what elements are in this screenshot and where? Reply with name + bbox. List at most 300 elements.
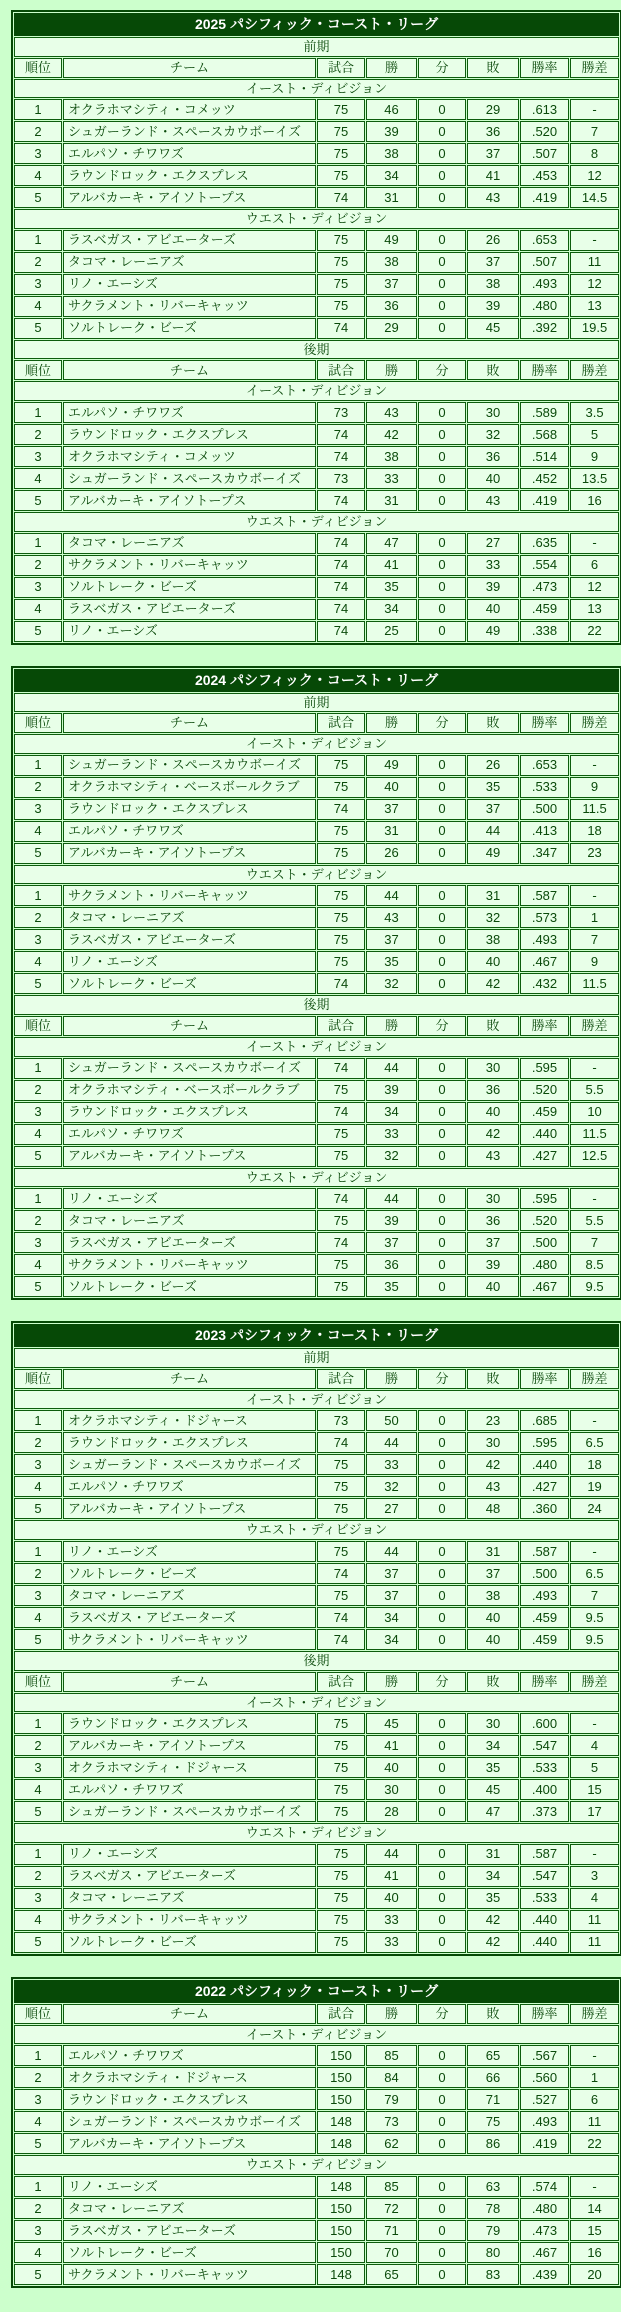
team-cell: エルパソ・チワワズ (63, 1476, 316, 1497)
rank-cell: 2 (14, 1866, 62, 1887)
team-cell: タコマ・レーニアズ (63, 533, 316, 554)
pct-cell: .595 (520, 1058, 569, 1079)
wins-cell: 40 (366, 777, 417, 798)
wins-cell: 71 (366, 2220, 417, 2241)
games-cell: 74 (317, 1188, 365, 1209)
rank-cell: 3 (14, 274, 62, 295)
rank-cell: 3 (14, 1232, 62, 1253)
games-cell: 75 (317, 1210, 365, 1231)
draws-cell: 0 (418, 1080, 466, 1101)
games-cell: 75 (317, 274, 365, 295)
draws-cell: 0 (418, 1432, 466, 1453)
team-cell: リノ・エーシズ (63, 1844, 316, 1865)
rank-cell: 1 (14, 885, 62, 906)
wins-cell: 32 (366, 1146, 417, 1167)
gb-cell: - (570, 885, 619, 906)
wins-cell: 32 (366, 1476, 417, 1497)
column-header: 分 (418, 2004, 466, 2024)
pct-cell: .595 (520, 1188, 569, 1209)
games-cell: 75 (317, 1254, 365, 1275)
games-cell: 75 (317, 1080, 365, 1101)
team-cell: サクラメント・リバーキャッツ (63, 1629, 316, 1650)
column-header: 勝 (366, 2004, 417, 2024)
losses-cell: 34 (467, 1735, 519, 1756)
rank-cell: 2 (14, 1210, 62, 1231)
pct-cell: .459 (520, 1607, 569, 1628)
gb-cell: 6 (570, 555, 619, 576)
rank-cell: 1 (14, 755, 62, 776)
half-label-row (14, 340, 619, 360)
games-cell: 75 (317, 99, 365, 120)
gb-cell: - (570, 2176, 619, 2197)
losses-cell: 40 (467, 599, 519, 620)
column-header: 勝 (366, 713, 417, 733)
team-row (14, 1910, 619, 1931)
wins-cell: 43 (366, 402, 417, 423)
losses-cell: 31 (467, 885, 519, 906)
games-cell: 73 (317, 1410, 365, 1431)
wins-cell: 29 (366, 318, 417, 339)
wins-cell: 37 (366, 1563, 417, 1584)
wins-cell: 72 (366, 2198, 417, 2219)
games-cell: 75 (317, 821, 365, 842)
losses-cell: 41 (467, 165, 519, 186)
gb-cell: 11 (570, 252, 619, 273)
draws-cell: 0 (418, 1102, 466, 1123)
team-cell: タコマ・レーニアズ (63, 907, 316, 928)
pct-cell: .338 (520, 621, 569, 642)
draws-cell: 0 (418, 555, 466, 576)
division-label-row (14, 1693, 619, 1713)
losses-cell: 39 (467, 1254, 519, 1275)
draws-cell: 0 (418, 318, 466, 339)
draws-cell: 0 (418, 621, 466, 642)
games-cell: 75 (317, 1541, 365, 1562)
rank-cell: 1 (14, 402, 62, 423)
team-row (14, 1607, 619, 1628)
rank-cell: 4 (14, 1124, 62, 1145)
column-header: 試合 (317, 2004, 365, 2024)
gb-cell: 11 (570, 2111, 619, 2132)
team-cell: リノ・エーシズ (63, 1541, 316, 1562)
column-header: 勝 (366, 360, 417, 380)
losses-cell: 37 (467, 143, 519, 164)
losses-cell: 45 (467, 1779, 519, 1800)
pct-cell: .500 (520, 1563, 569, 1584)
losses-cell: 43 (467, 1476, 519, 1497)
rank-cell: 2 (14, 777, 62, 798)
losses-cell: 39 (467, 296, 519, 317)
wins-cell: 65 (366, 2264, 417, 2285)
pct-cell: .533 (520, 777, 569, 798)
division-label: イースト・ディビジョン (14, 1037, 619, 1057)
team-cell: リノ・エーシズ (63, 621, 316, 642)
team-row (14, 1713, 619, 1734)
draws-cell: 0 (418, 907, 466, 928)
wins-cell: 33 (366, 1932, 417, 1953)
team-row (14, 1844, 619, 1865)
losses-cell: 36 (467, 446, 519, 467)
team-row (14, 843, 619, 864)
gb-cell: 19.5 (570, 318, 619, 339)
division-label-row (14, 1037, 619, 1057)
gb-cell: - (570, 1058, 619, 1079)
column-header: 敗 (467, 713, 519, 733)
wins-cell: 33 (366, 1124, 417, 1145)
column-header: 勝差 (570, 713, 619, 733)
games-cell: 148 (317, 2133, 365, 2154)
losses-cell: 36 (467, 1080, 519, 1101)
games-cell: 75 (317, 1454, 365, 1475)
wins-cell: 44 (366, 1844, 417, 1865)
pct-cell: .473 (520, 2220, 569, 2241)
team-row (14, 1080, 619, 1101)
games-cell: 74 (317, 446, 365, 467)
gb-cell: 3.5 (570, 402, 619, 423)
table-title: 2023 パシフィック・コースト・リーグ (14, 1324, 619, 1347)
games-cell: 75 (317, 1713, 365, 1734)
team-row (14, 1498, 619, 1519)
rank-cell: 3 (14, 1757, 62, 1778)
wins-cell: 47 (366, 533, 417, 554)
rank-cell: 2 (14, 2067, 62, 2088)
team-row (14, 2242, 619, 2263)
team-cell: オクラホマシティ・ドジャース (63, 1410, 316, 1431)
rank-cell: 4 (14, 1476, 62, 1497)
gb-cell: 9 (570, 777, 619, 798)
wins-cell: 50 (366, 1410, 417, 1431)
draws-cell: 0 (418, 973, 466, 994)
losses-cell: 36 (467, 1210, 519, 1231)
team-row (14, 1254, 619, 1275)
games-cell: 74 (317, 621, 365, 642)
team-cell: タコマ・レーニアズ (63, 2198, 316, 2219)
pct-cell: .685 (520, 1410, 569, 1431)
team-row (14, 1801, 619, 1822)
losses-cell: 40 (467, 1629, 519, 1650)
team-row (14, 1629, 619, 1650)
wins-cell: 27 (366, 1498, 417, 1519)
column-header: 順位 (14, 2004, 62, 2024)
pct-cell: .613 (520, 99, 569, 120)
team-row (14, 621, 619, 642)
rank-cell: 1 (14, 99, 62, 120)
team-row (14, 1276, 619, 1297)
column-header: 試合 (317, 1016, 365, 1036)
draws-cell: 0 (418, 951, 466, 972)
losses-cell: 37 (467, 252, 519, 273)
column-header: 敗 (467, 1016, 519, 1036)
pct-cell: .440 (520, 1454, 569, 1475)
team-cell: ラウンドロック・エクスプレス (63, 1102, 316, 1123)
pct-cell: .493 (520, 2111, 569, 2132)
column-header: 勝率 (520, 1369, 569, 1389)
team-row (14, 1541, 619, 1562)
rank-cell: 1 (14, 1541, 62, 1562)
team-row (14, 446, 619, 467)
draws-cell: 0 (418, 1713, 466, 1734)
column-header-row (14, 2004, 619, 2024)
division-label: イースト・ディビジョン (14, 2025, 619, 2045)
losses-cell: 80 (467, 2242, 519, 2263)
rank-cell: 2 (14, 1735, 62, 1756)
team-row (14, 1210, 619, 1231)
rank-cell: 5 (14, 318, 62, 339)
wins-cell: 35 (366, 951, 417, 972)
wins-cell: 44 (366, 1432, 417, 1453)
pct-cell: .467 (520, 951, 569, 972)
rank-cell: 2 (14, 1080, 62, 1101)
rank-cell: 3 (14, 929, 62, 950)
losses-cell: 27 (467, 533, 519, 554)
gb-cell: - (570, 1188, 619, 1209)
team-cell: ラウンドロック・エクスプレス (63, 165, 316, 186)
division-label-row (14, 2025, 619, 2045)
games-cell: 148 (317, 2264, 365, 2285)
team-row (14, 2176, 619, 2197)
draws-cell: 0 (418, 2264, 466, 2285)
games-cell: 75 (317, 951, 365, 972)
games-cell: 75 (317, 1866, 365, 1887)
pct-cell: .452 (520, 468, 569, 489)
team-cell: サクラメント・リバーキャッツ (63, 885, 316, 906)
team-row (14, 274, 619, 295)
division-label-row (14, 381, 619, 401)
gb-cell: 14 (570, 2198, 619, 2219)
gb-cell: 7 (570, 1585, 619, 1606)
games-cell: 148 (317, 2111, 365, 2132)
team-cell: オクラホマシティ・ドジャース (63, 1757, 316, 1778)
rank-cell: 1 (14, 1188, 62, 1209)
gb-cell: 3 (570, 1866, 619, 1887)
gb-cell: 4 (570, 1888, 619, 1909)
team-cell: アルバカーキ・アイソトープス (63, 1146, 316, 1167)
draws-cell: 0 (418, 296, 466, 317)
pct-cell: .440 (520, 1932, 569, 1953)
gb-cell: 5 (570, 424, 619, 445)
losses-cell: 42 (467, 1454, 519, 1475)
team-row (14, 1410, 619, 1431)
losses-cell: 38 (467, 929, 519, 950)
draws-cell: 0 (418, 1210, 466, 1231)
wins-cell: 26 (366, 843, 417, 864)
pct-cell: .427 (520, 1146, 569, 1167)
draws-cell: 0 (418, 187, 466, 208)
gb-cell: 11 (570, 1932, 619, 1953)
pct-cell: .493 (520, 1585, 569, 1606)
losses-cell: 47 (467, 1801, 519, 1822)
column-header: 分 (418, 713, 466, 733)
losses-cell: 75 (467, 2111, 519, 2132)
draws-cell: 0 (418, 1735, 466, 1756)
team-cell: ラスベガス・アビエーターズ (63, 1607, 316, 1628)
gb-cell: - (570, 1410, 619, 1431)
rank-cell: 4 (14, 821, 62, 842)
team-cell: ラスベガス・アビエーターズ (63, 1866, 316, 1887)
losses-cell: 40 (467, 1102, 519, 1123)
team-cell: シュガーランド・スペースカウボーイズ (63, 468, 316, 489)
losses-cell: 42 (467, 1124, 519, 1145)
rank-cell: 1 (14, 1058, 62, 1079)
losses-cell: 42 (467, 1910, 519, 1931)
wins-cell: 39 (366, 121, 417, 142)
losses-cell: 40 (467, 468, 519, 489)
team-cell: リノ・エーシズ (63, 274, 316, 295)
rank-cell: 4 (14, 1607, 62, 1628)
losses-cell: 30 (467, 1188, 519, 1209)
draws-cell: 0 (418, 490, 466, 511)
team-row (14, 533, 619, 554)
gb-cell: 17 (570, 1801, 619, 1822)
gb-cell: 14.5 (570, 187, 619, 208)
gb-cell: 7 (570, 121, 619, 142)
losses-cell: 38 (467, 274, 519, 295)
rank-cell: 5 (14, 2264, 62, 2285)
team-cell: タコマ・レーニアズ (63, 1210, 316, 1231)
team-cell: アルバカーキ・アイソトープス (63, 1735, 316, 1756)
team-cell: アルバカーキ・アイソトープス (63, 1498, 316, 1519)
losses-cell: 32 (467, 907, 519, 928)
gb-cell: 5 (570, 1757, 619, 1778)
gb-cell: 9 (570, 446, 619, 467)
team-cell: ラスベガス・アビエーターズ (63, 2220, 316, 2241)
team-cell: オクラホマシティ・ベースボールクラブ (63, 777, 316, 798)
losses-cell: 71 (467, 2089, 519, 2110)
column-header: 勝率 (520, 58, 569, 78)
wins-cell: 37 (366, 929, 417, 950)
draws-cell: 0 (418, 1254, 466, 1275)
half-label-row (14, 37, 619, 57)
pct-cell: .567 (520, 2045, 569, 2066)
games-cell: 73 (317, 468, 365, 489)
draws-cell: 0 (418, 1454, 466, 1475)
wins-cell: 37 (366, 1585, 417, 1606)
rank-cell: 3 (14, 446, 62, 467)
pct-cell: .392 (520, 318, 569, 339)
wins-cell: 31 (366, 821, 417, 842)
column-header: 試合 (317, 1672, 365, 1692)
wins-cell: 34 (366, 1102, 417, 1123)
games-cell: 75 (317, 1276, 365, 1297)
games-cell: 150 (317, 2198, 365, 2219)
rank-cell: 2 (14, 555, 62, 576)
games-cell: 74 (317, 1058, 365, 1079)
draws-cell: 0 (418, 1910, 466, 1931)
team-cell: エルパソ・チワワズ (63, 1779, 316, 1800)
column-header-row (14, 1369, 619, 1389)
team-cell: ソルトレーク・ビーズ (63, 1563, 316, 1584)
team-cell: サクラメント・リバーキャッツ (63, 2264, 316, 2285)
wins-cell: 32 (366, 973, 417, 994)
draws-cell: 0 (418, 2133, 466, 2154)
division-label-row (14, 734, 619, 754)
team-cell: シュガーランド・スペースカウボーイズ (63, 1454, 316, 1475)
losses-cell: 30 (467, 1058, 519, 1079)
pct-cell: .520 (520, 121, 569, 142)
gb-cell: 6 (570, 2089, 619, 2110)
rank-cell: 3 (14, 2220, 62, 2241)
rank-cell: 1 (14, 1410, 62, 1431)
team-cell: ソルトレーク・ビーズ (63, 1276, 316, 1297)
team-cell: サクラメント・リバーキャッツ (63, 1254, 316, 1275)
column-header: 勝差 (570, 58, 619, 78)
pct-cell: .467 (520, 1276, 569, 1297)
wins-cell: 40 (366, 1757, 417, 1778)
pct-cell: .589 (520, 402, 569, 423)
division-label: イースト・ディビジョン (14, 1693, 619, 1713)
rank-cell: 2 (14, 1432, 62, 1453)
gb-cell: 15 (570, 2220, 619, 2241)
games-cell: 74 (317, 1232, 365, 1253)
division-label-row (14, 865, 619, 885)
half-label-row (14, 693, 619, 713)
team-row (14, 2220, 619, 2241)
team-row (14, 1102, 619, 1123)
team-cell: リノ・エーシズ (63, 951, 316, 972)
gb-cell: 12 (570, 577, 619, 598)
column-header: 順位 (14, 713, 62, 733)
games-cell: 75 (317, 755, 365, 776)
losses-cell: 79 (467, 2220, 519, 2241)
draws-cell: 0 (418, 121, 466, 142)
gb-cell: 18 (570, 821, 619, 842)
gb-cell: 12 (570, 165, 619, 186)
draws-cell: 0 (418, 1541, 466, 1562)
gb-cell: 11.5 (570, 1124, 619, 1145)
column-header: 勝差 (570, 2004, 619, 2024)
pct-cell: .507 (520, 252, 569, 273)
draws-cell: 0 (418, 402, 466, 423)
games-cell: 74 (317, 577, 365, 598)
division-label-row (14, 209, 619, 229)
pct-cell: .419 (520, 187, 569, 208)
pct-cell: .533 (520, 1757, 569, 1778)
team-row (14, 490, 619, 511)
standings-page (11, 10, 609, 2288)
draws-cell: 0 (418, 1607, 466, 1628)
team-cell: シュガーランド・スペースカウボーイズ (63, 2111, 316, 2132)
column-header: 試合 (317, 1369, 365, 1389)
gb-cell: 7 (570, 929, 619, 950)
wins-cell: 79 (366, 2089, 417, 2110)
pct-cell: .573 (520, 907, 569, 928)
half-label: 後期 (14, 995, 619, 1015)
losses-cell: 43 (467, 187, 519, 208)
column-header-row (14, 1016, 619, 1036)
column-header: 勝差 (570, 1016, 619, 1036)
draws-cell: 0 (418, 1232, 466, 1253)
games-cell: 74 (317, 424, 365, 445)
games-cell: 75 (317, 1735, 365, 1756)
column-header: チーム (63, 360, 316, 380)
rank-cell: 4 (14, 2242, 62, 2263)
team-row (14, 777, 619, 798)
team-cell: シュガーランド・スペースカウボーイズ (63, 121, 316, 142)
team-cell: タコマ・レーニアズ (63, 252, 316, 273)
games-cell: 74 (317, 1629, 365, 1650)
losses-cell: 45 (467, 318, 519, 339)
column-header: 勝 (366, 1672, 417, 1692)
rank-cell: 3 (14, 1102, 62, 1123)
games-cell: 148 (317, 2176, 365, 2197)
gb-cell: 22 (570, 2133, 619, 2154)
team-row (14, 907, 619, 928)
team-row (14, 1058, 619, 1079)
team-row (14, 1563, 619, 1584)
draws-cell: 0 (418, 252, 466, 273)
draws-cell: 0 (418, 599, 466, 620)
games-cell: 75 (317, 907, 365, 928)
